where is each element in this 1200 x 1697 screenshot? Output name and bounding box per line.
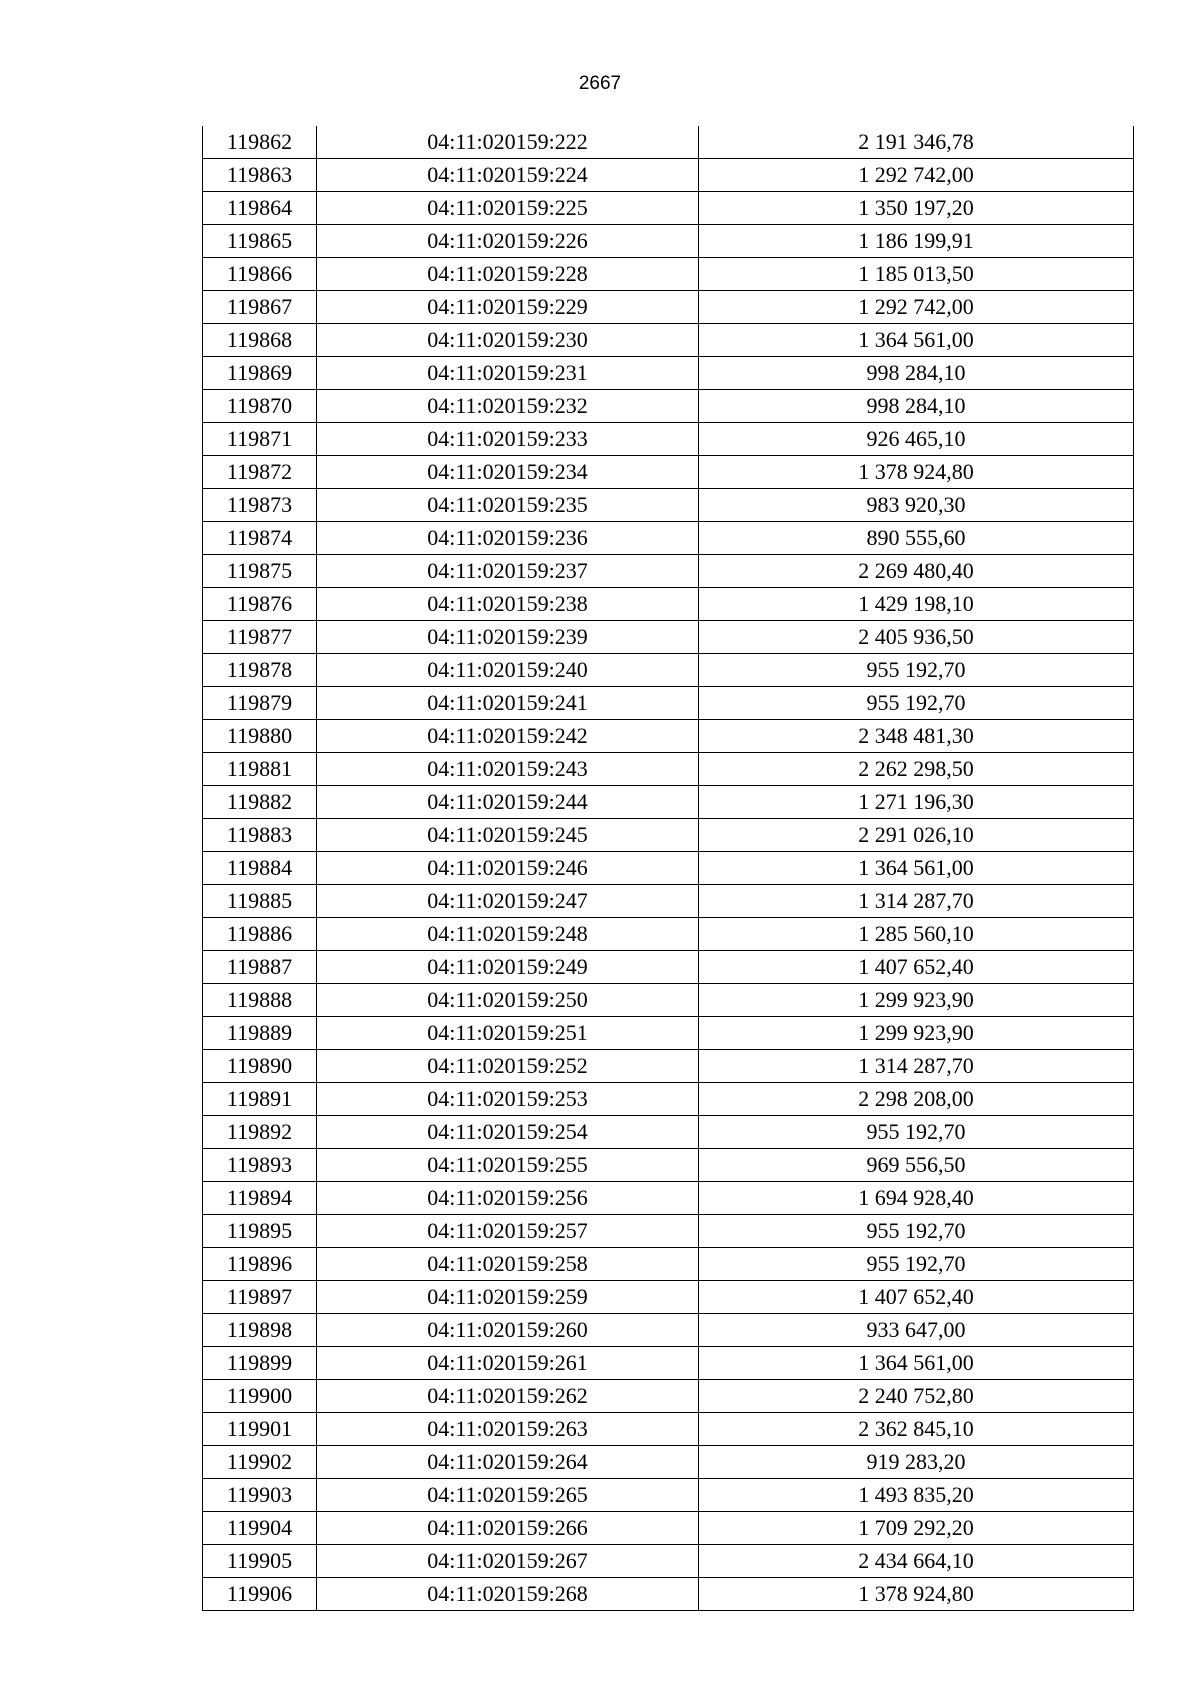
cadastral-number-cell: 04:11:020159:255 [317, 1149, 699, 1182]
cadastral-value-cell: 1 299 923,90 [699, 984, 1134, 1017]
cadastral-value-cell: 2 291 026,10 [699, 819, 1134, 852]
cadastral-value-cell: 1 694 928,40 [699, 1182, 1134, 1215]
table-row [203, 1281, 1134, 1314]
row-number-cell: 119868 [203, 324, 317, 357]
row-number-cell: 119904 [203, 1512, 317, 1545]
table-row [203, 159, 1134, 192]
table-row [203, 324, 1134, 357]
table-row [203, 1479, 1134, 1512]
row-number-cell: 119871 [203, 423, 317, 456]
row-number-cell: 119902 [203, 1446, 317, 1479]
cadastral-value-cell: 1 292 742,00 [699, 159, 1134, 192]
row-number-cell: 119873 [203, 489, 317, 522]
cadastral-number-cell: 04:11:020159:222 [317, 126, 699, 159]
cadastral-number-cell: 04:11:020159:239 [317, 621, 699, 654]
cadastral-number-cell: 04:11:020159:264 [317, 1446, 699, 1479]
cadastral-value-cell: 1 378 924,80 [699, 1578, 1134, 1611]
row-number-cell: 119893 [203, 1149, 317, 1182]
cadastral-number-cell: 04:11:020159:230 [317, 324, 699, 357]
table-row [203, 1116, 1134, 1149]
table-row [203, 390, 1134, 423]
cadastral-value-cell: 1 364 561,00 [699, 1347, 1134, 1380]
row-number-cell: 119901 [203, 1413, 317, 1446]
cadastral-value-cell: 1 378 924,80 [699, 456, 1134, 489]
cadastral-number-cell: 04:11:020159:257 [317, 1215, 699, 1248]
cadastral-value-cell: 2 269 480,40 [699, 555, 1134, 588]
cadastral-value-cell: 1 271 196,30 [699, 786, 1134, 819]
table-row [203, 423, 1134, 456]
cadastral-value-cell: 1 709 292,20 [699, 1512, 1134, 1545]
cadastral-number-cell: 04:11:020159:241 [317, 687, 699, 720]
row-number-cell: 119891 [203, 1083, 317, 1116]
table-row [203, 918, 1134, 951]
row-number-cell: 119863 [203, 159, 317, 192]
cadastral-value-cell: 1 314 287,70 [699, 885, 1134, 918]
table-row [203, 786, 1134, 819]
row-number-cell: 119867 [203, 291, 317, 324]
cadastral-value-cell: 1 186 199,91 [699, 225, 1134, 258]
cadastral-number-cell: 04:11:020159:250 [317, 984, 699, 1017]
table-row [203, 291, 1134, 324]
table-row [203, 819, 1134, 852]
row-number-cell: 119899 [203, 1347, 317, 1380]
cadastral-value-cell: 1 285 560,10 [699, 918, 1134, 951]
cadastral-number-cell: 04:11:020159:263 [317, 1413, 699, 1446]
cadastral-number-cell: 04:11:020159:252 [317, 1050, 699, 1083]
cadastral-value-cell: 1 292 742,00 [699, 291, 1134, 324]
table-row [203, 1347, 1134, 1380]
table-body [203, 126, 1134, 1611]
cadastral-number-cell: 04:11:020159:240 [317, 654, 699, 687]
table-row [203, 1545, 1134, 1578]
cadastral-value-cell: 890 555,60 [699, 522, 1134, 555]
table-row [203, 588, 1134, 621]
cadastral-value-cell: 1 299 923,90 [699, 1017, 1134, 1050]
cadastral-number-cell: 04:11:020159:265 [317, 1479, 699, 1512]
row-number-cell: 119895 [203, 1215, 317, 1248]
cadastral-number-cell: 04:11:020159:238 [317, 588, 699, 621]
table-row [203, 1050, 1134, 1083]
cadastral-number-cell: 04:11:020159:259 [317, 1281, 699, 1314]
row-number-cell: 119884 [203, 852, 317, 885]
table-row [203, 1182, 1134, 1215]
cadastral-value-cell: 1 314 287,70 [699, 1050, 1134, 1083]
row-number-cell: 119880 [203, 720, 317, 753]
row-number-cell: 119887 [203, 951, 317, 984]
cadastral-number-cell: 04:11:020159:256 [317, 1182, 699, 1215]
table-row [203, 753, 1134, 786]
cadastral-number-cell: 04:11:020159:231 [317, 357, 699, 390]
cadastral-value-cell: 983 920,30 [699, 489, 1134, 522]
cadastral-number-cell: 04:11:020159:253 [317, 1083, 699, 1116]
cadastral-value-cell: 955 192,70 [699, 1116, 1134, 1149]
row-number-cell: 119885 [203, 885, 317, 918]
cadastral-value-cell: 2 298 208,00 [699, 1083, 1134, 1116]
cadastral-number-cell: 04:11:020159:243 [317, 753, 699, 786]
cadastral-number-cell: 04:11:020159:228 [317, 258, 699, 291]
cadastral-number-cell: 04:11:020159:267 [317, 1545, 699, 1578]
cadastral-number-cell: 04:11:020159:234 [317, 456, 699, 489]
cadastral-value-cell: 919 283,20 [699, 1446, 1134, 1479]
cadastral-value-cell: 933 647,00 [699, 1314, 1134, 1347]
table-row [203, 852, 1134, 885]
cadastral-number-cell: 04:11:020159:251 [317, 1017, 699, 1050]
cadastral-number-cell: 04:11:020159:268 [317, 1578, 699, 1611]
row-number-cell: 119872 [203, 456, 317, 489]
row-number-cell: 119905 [203, 1545, 317, 1578]
cadastral-number-cell: 04:11:020159:226 [317, 225, 699, 258]
cadastral-value-cell: 1 493 835,20 [699, 1479, 1134, 1512]
table-row [203, 1578, 1134, 1611]
row-number-cell: 119903 [203, 1479, 317, 1512]
row-number-cell: 119888 [203, 984, 317, 1017]
cadastral-number-cell: 04:11:020159:237 [317, 555, 699, 588]
row-number-cell: 119898 [203, 1314, 317, 1347]
cadastral-value-cell: 998 284,10 [699, 357, 1134, 390]
table-row [203, 687, 1134, 720]
row-number-cell: 119870 [203, 390, 317, 423]
table-row [203, 1446, 1134, 1479]
row-number-cell: 119878 [203, 654, 317, 687]
table-row [203, 1380, 1134, 1413]
cadastral-number-cell: 04:11:020159:258 [317, 1248, 699, 1281]
cadastral-value-cell: 955 192,70 [699, 1248, 1134, 1281]
table-row [203, 1413, 1134, 1446]
row-number-cell: 119886 [203, 918, 317, 951]
cadastral-value-cell: 926 465,10 [699, 423, 1134, 456]
cadastral-value-cell: 955 192,70 [699, 687, 1134, 720]
cadastral-value-cell: 969 556,50 [699, 1149, 1134, 1182]
row-number-cell: 119879 [203, 687, 317, 720]
row-number-cell: 119874 [203, 522, 317, 555]
table-row [203, 357, 1134, 390]
cadastral-number-cell: 04:11:020159:232 [317, 390, 699, 423]
row-number-cell: 119875 [203, 555, 317, 588]
row-number-cell: 119906 [203, 1578, 317, 1611]
cadastral-value-table [202, 126, 1134, 1611]
row-number-cell: 119881 [203, 753, 317, 786]
table-row [203, 126, 1134, 159]
row-number-cell: 119864 [203, 192, 317, 225]
cadastral-value-cell: 1 407 652,40 [699, 951, 1134, 984]
row-number-cell: 119869 [203, 357, 317, 390]
cadastral-value-cell: 1 364 561,00 [699, 852, 1134, 885]
cadastral-value-cell: 1 185 013,50 [699, 258, 1134, 291]
cadastral-value-cell: 1 407 652,40 [699, 1281, 1134, 1314]
table-row [203, 720, 1134, 753]
table-row [203, 1017, 1134, 1050]
row-number-cell: 119896 [203, 1248, 317, 1281]
cadastral-number-cell: 04:11:020159:266 [317, 1512, 699, 1545]
cadastral-number-cell: 04:11:020159:225 [317, 192, 699, 225]
row-number-cell: 119866 [203, 258, 317, 291]
row-number-cell: 119883 [203, 819, 317, 852]
table-row [203, 555, 1134, 588]
table-row [203, 984, 1134, 1017]
cadastral-number-cell: 04:11:020159:249 [317, 951, 699, 984]
cadastral-number-cell: 04:11:020159:262 [317, 1380, 699, 1413]
row-number-cell: 119882 [203, 786, 317, 819]
row-number-cell: 119892 [203, 1116, 317, 1149]
cadastral-number-cell: 04:11:020159:242 [317, 720, 699, 753]
table-row [203, 456, 1134, 489]
row-number-cell: 119890 [203, 1050, 317, 1083]
cadastral-value-cell: 998 284,10 [699, 390, 1134, 423]
cadastral-number-cell: 04:11:020159:236 [317, 522, 699, 555]
cadastral-value-cell: 2 191 346,78 [699, 126, 1134, 159]
cadastral-number-cell: 04:11:020159:224 [317, 159, 699, 192]
table-row [203, 489, 1134, 522]
cadastral-number-cell: 04:11:020159:244 [317, 786, 699, 819]
cadastral-value-cell: 955 192,70 [699, 654, 1134, 687]
table-row [203, 1512, 1134, 1545]
cadastral-number-cell: 04:11:020159:245 [317, 819, 699, 852]
page-number: 2667 [578, 73, 622, 94]
cadastral-value-cell: 2 240 752,80 [699, 1380, 1134, 1413]
table-row [203, 885, 1134, 918]
cadastral-value-cell: 2 262 298,50 [699, 753, 1134, 786]
row-number-cell: 119897 [203, 1281, 317, 1314]
cadastral-number-cell: 04:11:020159:246 [317, 852, 699, 885]
row-number-cell: 119876 [203, 588, 317, 621]
row-number-cell: 119877 [203, 621, 317, 654]
cadastral-value-cell: 2 348 481,30 [699, 720, 1134, 753]
table-row [203, 1314, 1134, 1347]
table-row [203, 192, 1134, 225]
cadastral-number-cell: 04:11:020159:235 [317, 489, 699, 522]
cadastral-value-cell: 2 405 936,50 [699, 621, 1134, 654]
row-number-cell: 119865 [203, 225, 317, 258]
cadastral-number-cell: 04:11:020159:261 [317, 1347, 699, 1380]
row-number-cell: 119889 [203, 1017, 317, 1050]
row-number-cell: 119894 [203, 1182, 317, 1215]
table-row [203, 1215, 1134, 1248]
cadastral-number-cell: 04:11:020159:248 [317, 918, 699, 951]
cadastral-number-cell: 04:11:020159:260 [317, 1314, 699, 1347]
cadastral-value-cell: 2 434 664,10 [699, 1545, 1134, 1578]
cadastral-number-cell: 04:11:020159:229 [317, 291, 699, 324]
cadastral-value-cell: 1 429 198,10 [699, 588, 1134, 621]
cadastral-value-cell: 1 350 197,20 [699, 192, 1134, 225]
table-row [203, 1149, 1134, 1182]
cadastral-value-cell: 1 364 561,00 [699, 324, 1134, 357]
table-row [203, 522, 1134, 555]
cadastral-value-cell: 2 362 845,10 [699, 1413, 1134, 1446]
cadastral-value-cell: 955 192,70 [699, 1215, 1134, 1248]
row-number-cell: 119900 [203, 1380, 317, 1413]
table-row [203, 621, 1134, 654]
table-row [203, 951, 1134, 984]
cadastral-number-cell: 04:11:020159:254 [317, 1116, 699, 1149]
cadastral-number-cell: 04:11:020159:233 [317, 423, 699, 456]
table-row [203, 1083, 1134, 1116]
table-row [203, 258, 1134, 291]
row-number-cell: 119862 [203, 126, 317, 159]
table-row [203, 1248, 1134, 1281]
table-row [203, 225, 1134, 258]
cadastral-number-cell: 04:11:020159:247 [317, 885, 699, 918]
table-row [203, 654, 1134, 687]
